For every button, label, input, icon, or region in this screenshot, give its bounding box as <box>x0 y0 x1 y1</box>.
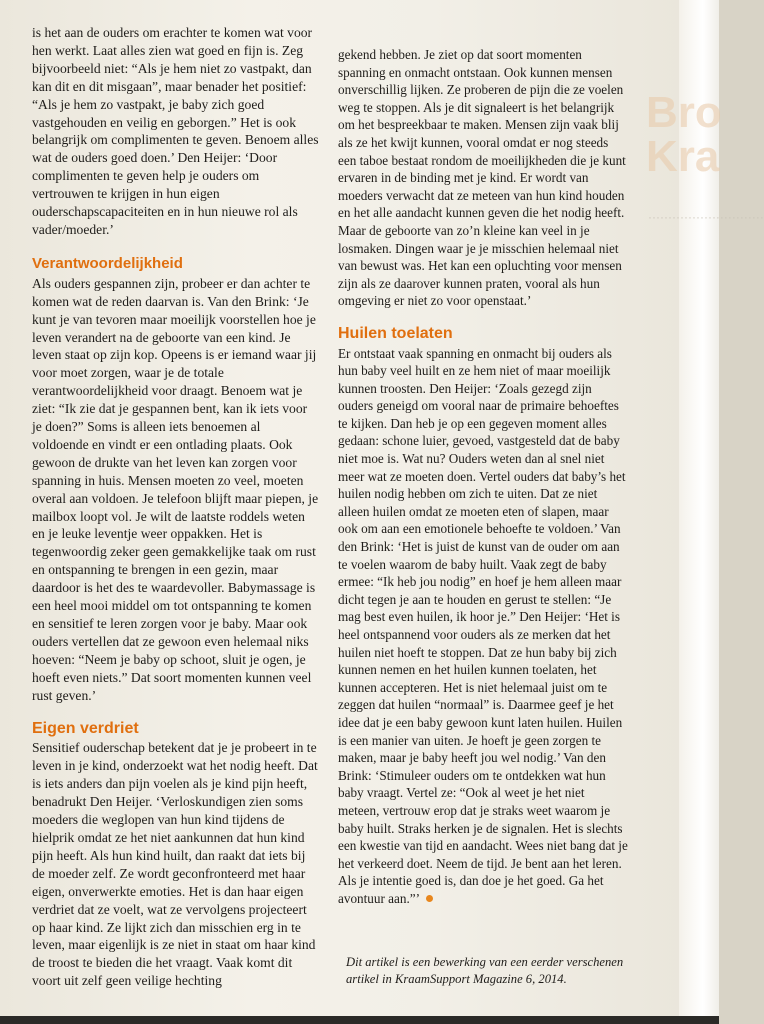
eigen-verdriet-paragraph: Sensitief ouderschap betekent dat je je probeert in te leven in je kind, onderzoekt wat het nodig heeft. Dat is iets anders dan pijn voelen als je kind pijn heeft, benadrukt Den Heijer. ‘Verloskundigen zien soms moeders die weglopen van hun kind tijdens de hielprik omdat ze het niet aankunnen dat hun kind pijn heeft. Als hun kind huilt, dan raakt dat iets bij de moeder zelf. Ze wordt geconfronteerd met haar eigen, onverwerkte emoties. Het is dan haar eigen verdriet dat ze voelt, wat ze vervolgens projecteert op haar kind. Ze lijkt zich dan misschien erg in te leven, maar eigenlijk is ze niet in staat om haar kind de troost te bieden die het vraagt. Vaak komt dit voort uit zelf geen veilige hechting <box>32 740 318 989</box>
heading-eigen-verdriet: Eigen verdriet <box>32 719 139 737</box>
bleed-through-text: ····························· <box>648 210 764 224</box>
verantwoordelijkheid-paragraph: Als ouders gespannen zijn, probeer er dan achter te komen wat de reden daarvan is. Van den Brink: ‘Je kunt je van tevoren maar moeilijk voorstellen hoe je leven verandert na de geboorte van een kind. Je leven staat op zijn kop. Opeens is er iemand waar jij voor moet zorgen, waar je de totale verantwoordelijkheid voor draagt. Benoem wat je ziet: “Ik zie dat je gespannen bent, kan ik iets voor je doen?” Soms is alleen iets benoemen al voldoende en vindt er een ontlading plaats. Ook gewoon de drukte van het leven kan zorgen voor spanning in huis. Mensen moeten zo veel, moeten overal aan voldoen. Je telefoon blijft maar piepen, je mailbox loopt vol. Je wilt de laatste roddels weten en je leuke leventje weer oppakken. Het is tegenwoordig zeker geen gemakkelijke taak om rust en ontspanning te brengen in een gezin, maar daardoor is het des te waardevoller. Babymassage is een heel mooi middel om tot ontspanning te komen en sensitief te leren zorgen voor je baby. Maar ook ouders vertellen dat ze gewoon even helemaal niks hoeven: “Neem je baby op schoot, sluit je ogen, je hoeft even niets.” Dat soort momenten kunnen veel rust geven.’ <box>32 275 319 703</box>
heading-huilen-toelaten: Huilen toelaten <box>338 324 453 342</box>
right-column <box>338 46 628 908</box>
page-bottom-shadow <box>0 1016 719 1024</box>
right-intro-paragraph: gekend hebben. Je ziet op dat soort momenten spanning en onmacht ontstaan. Ook kunnen mensen onverschillig lijken. Ze proberen de pijn die ze voelen weg te stoppen. Als je dit signaleert is het belangrijk om het bespreekbaar te maken. Mensen zijn vaak blij als ze het kwijt kunnen, vooral omdat er nog steeds een taboe bestaat rondom de moeilijkheden die je kunt ervaren in de binding met je kind. Er wordt van moeders verwacht dat ze meteen van hun kind houden en het alle aandacht kunnen geven die het nodig heeft. Maar de geboorte van zo’n kleine kan veel in je losmaken. Dingen waar je je misschien helemaal niet van bewust was. Het kan een opluchting voor mensen zijn als ze daarover kunnen praten, vooral als hun omgeving er niet zo voor openstaat.’ <box>338 47 626 309</box>
huilen-toelaten-text: Er ontstaat vaak spanning en onmacht bij ouders als hun baby veel huilt en ze hem niet of maar moeilijk kunnen troosten. Den Heijer: ‘Zoals gezegd zijn ouders geneigd om vooral naar de primaire behoeftes te kijken. Dan heb je op een gegeven moment alles gedaan: schone luier, gevoed, vastgesteld dat de baby niet moe is. Wat nu? Ouders weten dan al snel niet meer wat ze moeten doen. Vertel ouders dat baby’s het huilen nodig hebben om zich te uiten. Dat ze niet alleen huilen omdat ze moeten eten of slapen, maar ook om aan een emotionele behoefte te voldoen.’ Van den Brink: ‘Het is juist de kunst van de ouder om aan te voelen waarom de baby huilt. Vaak zegt de baby ermee: “Ik heb jou nodig” en hoef je hem alleen maar dicht tegen je aan te houden en gerust te stellen: “Je mag best even huilen, ik hoor je.” Den Heijer: ‘Het is heel ontspannend voor ouders als ze merken dat het huilen niet hoeft te stoppen. Dat ze hun baby bij zich kunnen nemen en het huilen kunnen toelaten, het kunnen accepteren. Het is niet helemaal juist om te zeggen dat huilen “normaal” is. Daarmee geef je het idee dat je een baby gewoon kunt laten huilen. Huilen is een manier van uiten. Je hoeft je geen zorgen te maken, maar je baby heeft jou wel nodig.’ Van den Brink: ‘Stimuleer ouders om te ontdekken wat hun baby vraagt. Vertel ze: “Ook al weet je het niet meteen, vertrouw erop dat je straks weet waarom je baby huilt. Straks herken je de signalen. Het is slechts een kwestie van tijd en aandacht. Wees niet bang dat je het verkeerd doet. Neem de tijd. Je bent aan het leren. Als je intentie goed is, dan doe je het goed. Ga het avontuur aan.”’ <box>338 345 628 906</box>
article-credit: Dit artikel is een bewerking van een eerder verschenen artikel in KraamSupport Magazine 6, 2014. <box>346 955 624 986</box>
end-of-article-bullet-icon <box>426 895 433 902</box>
heading-verantwoordelijkheid: Verantwoordelijkheid <box>32 254 183 272</box>
bleed-through-heading-2: Kra <box>646 132 720 181</box>
left-intro-paragraph: is het aan de ouders om erachter te komen wat voor hen werkt. Laat alles zien wat goed en fijn is. Zeg bijvoorbeeld niet: “Als je hem niet zo vastpakt, dan kan dit en dit misgaan”, maar benader het positief: “Als je hem zo vastpakt, je baby zich goed vastgehouden en veilig en geborgen.” Het is ook belangrijk om complimenten te geven. Benoem alles wat de ouders goed doen.’ Den Heijer: ‘Door complimenten te geven help je ouders om vertrouwen te krijgen in hun eigen ouderschapscapaciteiten en in hun nieuwe rol als vader/moeder.’ <box>32 25 319 237</box>
left-column <box>32 24 320 990</box>
huilen-toelaten-paragraph <box>338 345 628 908</box>
bleed-through-heading: Bro <box>646 88 722 137</box>
